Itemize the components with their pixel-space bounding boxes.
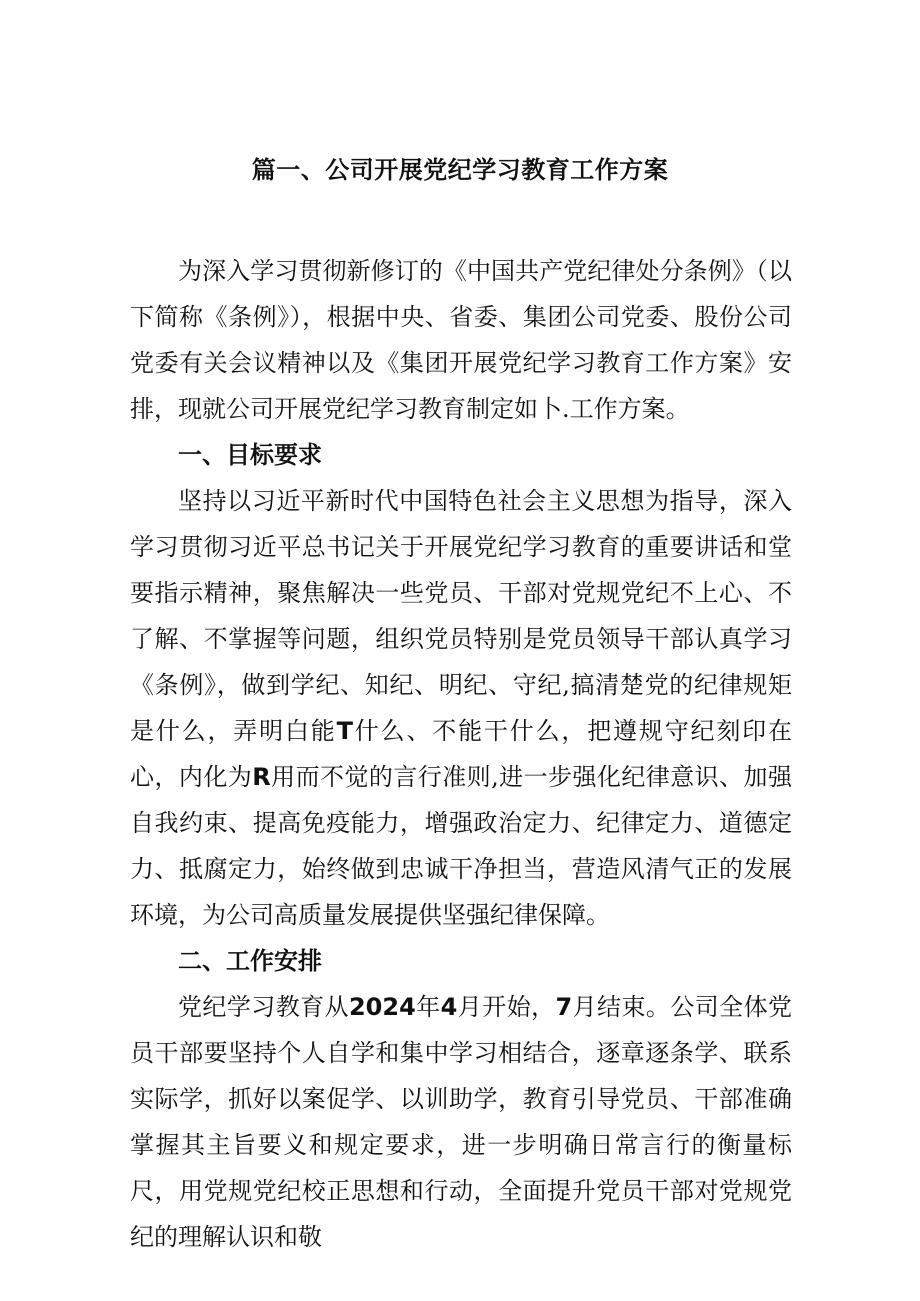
goals-paragraph	[130, 478, 792, 938]
document-body	[130, 248, 792, 1260]
goals-bold-mark-1: T	[336, 717, 353, 745]
schedule-text-part1: 党纪学习教育从	[178, 993, 349, 1021]
document-title: 篇一、公司开展党纪学习教育工作方案	[251, 156, 669, 184]
schedule-text-start: 月开始，	[457, 993, 556, 1021]
goals-text-part2: 什么、不能干什么，把遵规守纪刻印在心，内化为	[130, 717, 793, 791]
section-heading-schedule: 二、工作安排	[178, 947, 322, 975]
goals-bold-mark-2: R	[252, 763, 271, 791]
intro-paragraph: 为深入学习贯彻新修订的《中国共产党纪律处分条例》（以下简称《条例》），根据中央、省委、集团公司党委、股份公司党委有关会议精神以及《集团开展党纪学习教育工作方案》安排，现就公司开展党纪学习教育制定如卜.工作方案。	[130, 257, 792, 423]
schedule-text-part2: 月结束。公司全体党员干部要坚持个人自学和集中学习相结合，逐章逐条学、联系实际学，抓好以案促学、以训助学，教育引导党员、干部准确掌握其主旨要义和规定要求，进一步明确日常言行的衡量标尺，用党规党纪校正思想和行动，全面提升党员干部对党规党纪的理解认识和敬	[130, 993, 793, 1251]
goals-text-part3: 用而不觉的言行准则,进一步强化纪律意识、加强自我约束、提高免疫能力，增强政治定力、纪律定力、道德定力、抵腐定力，始终做到忠诚干净担当，营造风清气正的发展环境，为公司高质量发展提供坚强纪律保障。	[130, 763, 792, 929]
schedule-start-month: 4	[440, 993, 458, 1021]
schedule-end-month: 7	[555, 993, 573, 1021]
schedule-paragraph	[130, 984, 792, 1260]
goals-text-part1: 坚持以习近平新时代中国特色社会主义思想为指导，深入学习贯彻习近平总书记关于开展党纪学习教育的重要讲话和堂要指示精神，聚焦解决一些党员、干部对党规党纪不上心、不了解、不掌握等问题，组织党员特别是党员领导干部认真学习《条例》，做到学纪、知纪、明纪、守纪,搞清楚党的纪律规矩是什么，弄明白能	[130, 487, 792, 745]
schedule-text-year-unit: 年	[415, 993, 441, 1021]
schedule-year: 2024	[348, 993, 416, 1021]
section-heading-goals: 一、目标要求	[178, 441, 322, 469]
